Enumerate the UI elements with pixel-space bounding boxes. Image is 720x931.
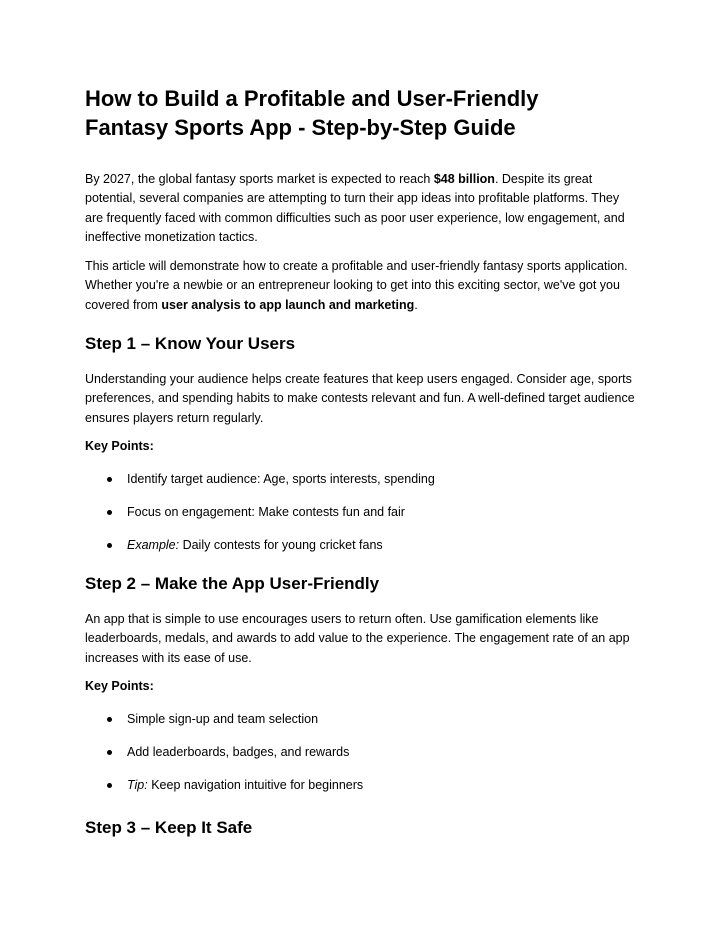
bullet-text: Add leaderboards, badges, and rewards <box>127 745 350 760</box>
step-2-key-points-label: Key Points: <box>85 679 154 694</box>
bullet-italic-lead: Tip: <box>127 777 148 792</box>
list-item <box>85 743 636 762</box>
step-1-paragraph: Understanding your audience helps create features that keep users engaged. Consider age, sports preferences, and spending habits to make contests relevant and fun. A well-defined target audience ensures players return regularly. <box>85 372 635 425</box>
step-2-paragraph: An app that is simple to use encourages users to return often. Use gamification elements like leaderboards, medals, and awards to add value to the experience. The engagement rate of an app increases with its ease of use. <box>85 612 630 665</box>
step-2-bullet-list <box>85 710 636 795</box>
bullet-text: Keep navigation intuitive for beginners <box>147 777 364 792</box>
intro-p2-text-post: . <box>414 297 418 312</box>
bullet-italic-lead: Example: <box>127 537 180 552</box>
list-item <box>85 710 636 729</box>
bullet-text: Daily contests for young cricket fans <box>179 537 383 552</box>
list-item <box>85 503 636 522</box>
intro-paragraph-2 <box>85 257 636 315</box>
list-item <box>85 470 636 489</box>
intro-p2-text-pre: This article will demonstrate how to create a profitable and user-friendly fantasy sports application. Whether you're a newbie or an entrepreneur looking to get into this exciting sector, we've got you covered from <box>85 259 628 312</box>
bullet-text: Focus on engagement: Make contests fun and fair <box>127 505 405 520</box>
intro-p1-text-pre: By 2027, the global fantasy sports market is expected to reach <box>85 172 434 186</box>
bullet-text: Simple sign-up and team selection <box>127 712 319 727</box>
intro-p2-bold-text: user analysis to app launch and marketing <box>161 297 415 312</box>
intro-paragraph-1 <box>85 170 636 247</box>
list-item <box>85 776 636 795</box>
step-1-key-points-label: Key Points: <box>85 438 154 453</box>
intro-p1-bold-text: $48 billion <box>433 172 495 186</box>
step-2-heading: Step 2 – Make the App User-Friendly <box>85 574 380 594</box>
step-1-heading: Step 1 – Know Your Users <box>85 334 296 354</box>
bullet-text: Identify target audience: Age, sports interests, spending <box>127 472 435 487</box>
intro-p1-text-post: . Despite its great potential, several companies are attempting to turn their app ideas into profitable platforms. They are frequently faced with common difficulties such as poor user experience, low engagement, and ineffective monetization tactics. <box>85 172 625 244</box>
step-1-bullet-list <box>85 470 636 555</box>
list-item <box>85 536 636 555</box>
step-3-heading: Step 3 – Keep It Safe <box>85 818 253 838</box>
document-title: How to Build a Profitable and User-Friendly Fantasy Sports App - Step-by-Step Guide <box>85 86 539 140</box>
